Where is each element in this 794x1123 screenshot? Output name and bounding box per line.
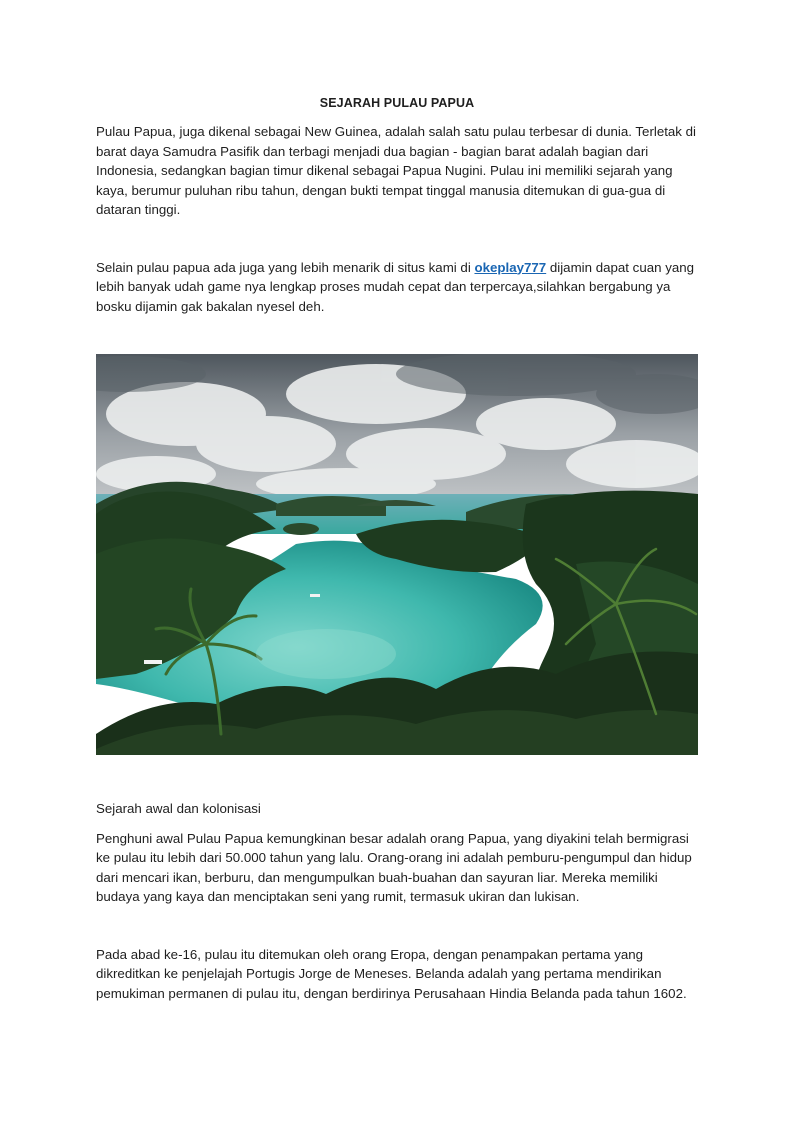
section-heading: Sejarah awal dan kolonisasi: [96, 801, 261, 816]
okeplay-link[interactable]: okeplay777: [474, 259, 547, 275]
promo-text-before: Selain pulau papua ada juga yang lebih menarik di situs kami di: [96, 259, 475, 275]
paragraph-promo: [96, 258, 698, 317]
paragraph-colonization: Pada abad ke-16, pulau itu ditemukan oleh orang Eropa, dengan penampakan pertama yang dikreditkan ke penjelajah Portugis Jorge de Meneses. Belanda adalah yang pertama mendirikan pemukiman permanen di pulau itu, dengan berdirinya Perusahaan Hindia Belanda pada tahun 1602.: [96, 946, 687, 1001]
document-page: [96, 96, 698, 1003]
paragraph-intro: Pulau Papua, juga dikenal sebagai New Guinea, adalah salah satu pulau terbesar di dunia. Terletak di barat daya Samudra Pasifik dan terbagi menjadi dua bagian - bagian barat adalah bagian dari Indonesia, sedangkan bagian timur dikenal sebagai Papua Nugini. Pulau ini memiliki sejarah yang kaya, berumur puluhan ribu tahun, dengan bukti tempat tinggal manusia ditemukan di gua-gua di dataran tinggi.: [96, 124, 697, 217]
promo-text-after: dijamin dapat cuan yang lebih banyak udah game nya lengkap proses mudah cepat dan terpercaya,silahkan bergabung ya bosku dijamin gak bakalan nyesel deh.: [96, 259, 695, 314]
page-title: SEJARAH PULAU PAPUA: [319, 96, 475, 110]
paragraph-early-history: Penghuni awal Pulau Papua kemungkinan besar adalah orang Papua, yang diyakini telah bermigrasi ke pulau itu lebih dari 50.000 tahun yang lalu. Orang-orang ini adalah pemburu-pengumpul dan hidup dari mencari ikan, berburu, dan mengumpulkan buah-buahan dan sayuran liar. Mereka memiliki budaya yang kaya dan menciptakan seni yang rumit, termasuk ukiran dan lukisan.: [96, 830, 692, 904]
papua-islands-photo: [96, 354, 698, 755]
